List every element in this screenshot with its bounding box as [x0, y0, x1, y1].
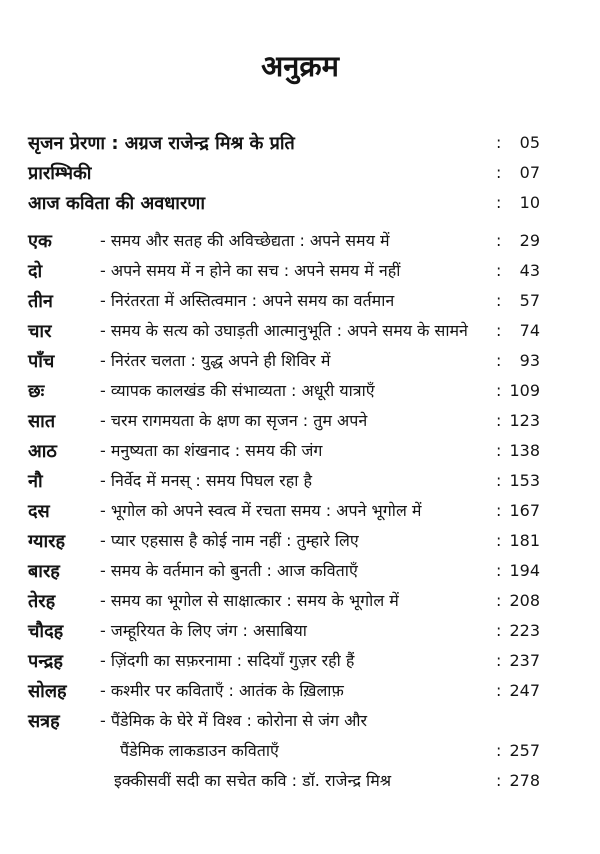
entry-meta [496, 439, 540, 462]
entry-separator: : [496, 230, 502, 250]
entry-title: - समय के वर्तमान को बुनती : आज कविताएँ [100, 560, 358, 580]
entry-separator: : [496, 320, 502, 340]
entry-title: - समय का भूगोल से साक्षात्कार : समय के भूगोल में [100, 590, 399, 610]
chapter-number: छः [28, 380, 45, 402]
chapter-number: दस [28, 500, 50, 522]
toc-entry-chapter [28, 679, 540, 709]
chapter-number: पन्द्रह [28, 650, 63, 672]
entry-page: 10 [519, 192, 540, 212]
entry-separator: : [496, 650, 502, 670]
entry-page: 29 [519, 230, 540, 250]
entry-meta [496, 529, 540, 552]
toc-entry-continuation [28, 739, 540, 769]
entry-separator: : [496, 680, 502, 700]
entry-title: - भूगोल को अपने स्वत्व में रचता समय : अपने भूगोल में [100, 500, 422, 520]
entry-meta [496, 131, 540, 154]
entry-title: - ज़िंदगी का सफ़रनामा : सदियाँ गुज़र रही हैं [100, 650, 355, 670]
entry-meta [496, 469, 540, 492]
toc-entry-front [28, 191, 540, 221]
entry-title: इक्कीसवीं सदी का सचेत कवि : डॉ. राजेन्द्र मिश्र [114, 770, 392, 790]
entry-page: 237 [509, 650, 540, 670]
toc-entry-chapter [28, 319, 540, 349]
toc-entry-chapter [28, 529, 540, 559]
entry-separator: : [496, 192, 502, 212]
entry-page: 208 [509, 590, 540, 610]
entry-meta [496, 499, 540, 522]
entry-page: 257 [509, 740, 540, 760]
chapter-number: बारह [28, 560, 60, 582]
entry-meta [496, 409, 540, 432]
entry-meta [496, 649, 540, 672]
chapter-number: तेरह [28, 590, 56, 612]
entry-separator: : [496, 440, 502, 460]
entry-separator: : [496, 132, 502, 152]
entry-page: 247 [509, 680, 540, 700]
toc-entry-chapter [28, 379, 540, 409]
entry-meta [496, 769, 540, 792]
toc-entry-chapter [28, 409, 540, 439]
chapter-number: चार [28, 320, 52, 342]
entry-meta [496, 259, 540, 282]
entry-page: 43 [519, 260, 540, 280]
entry-meta [496, 379, 540, 402]
entry-title: प्रारम्भिकी [28, 162, 92, 184]
chapter-number: नौ [28, 470, 43, 492]
entry-page: 123 [509, 410, 540, 430]
entry-separator: : [496, 500, 502, 520]
entry-title: - मनुष्यता का शंखनाद : समय की जंग [100, 440, 323, 460]
entry-separator: : [496, 350, 502, 370]
entry-meta [496, 161, 540, 184]
chapter-number: ग्यारह [28, 530, 66, 552]
toc-entry-chapter [28, 649, 540, 679]
toc-entry-chapter [28, 289, 540, 319]
chapter-number: एक [28, 230, 52, 252]
entry-page: 223 [509, 620, 540, 640]
entry-title: - निरंतर चलता : युद्ध अपने ही शिविर में [100, 350, 331, 370]
entry-page: 153 [509, 470, 540, 490]
closing-entries [28, 739, 540, 799]
entry-separator: : [496, 590, 502, 610]
entry-separator: : [496, 530, 502, 550]
entry-title: - समय और सतह की अविच्छेद्यता : अपने समय में [100, 230, 390, 250]
entry-separator: : [496, 162, 502, 182]
entry-title: - व्यापक कालखंड की संभाव्यता : अधूरी यात्राएँ [100, 380, 375, 400]
entry-separator: : [496, 260, 502, 280]
chapter-number: पाँच [28, 350, 55, 372]
chapter-number: चौदह [28, 620, 64, 642]
toc-entry-chapter [28, 469, 540, 499]
chapter-number: आठ [28, 440, 57, 462]
entry-separator: : [496, 380, 502, 400]
toc-entry-chapter [28, 709, 540, 739]
toc-entry-chapter [28, 349, 540, 379]
entry-title: - निर्वेद में मनस् : समय पिघल रहा है [100, 470, 312, 490]
entry-title: - जम्हूरियत के लिए जंग : असाबिया [100, 620, 307, 640]
entry-page: 74 [519, 320, 540, 340]
entry-page: 181 [509, 530, 540, 550]
entry-meta [496, 559, 540, 582]
toc-entry-chapter [28, 589, 540, 619]
entry-page: 57 [519, 290, 540, 310]
toc-entry-end-matter [28, 769, 540, 799]
entry-separator: : [496, 470, 502, 490]
entry-page: 109 [509, 380, 540, 400]
toc-entry-front [28, 131, 540, 161]
entry-title: - प्यार एहसास है कोई नाम नहीं : तुम्हारे लिए [100, 530, 359, 550]
toc-entry-chapter [28, 229, 540, 259]
toc-entry-chapter [28, 499, 540, 529]
entry-meta [496, 289, 540, 312]
entry-meta [496, 739, 540, 762]
entry-separator: : [496, 770, 502, 790]
entry-title: - अपने समय में न होने का सच : अपने समय में नहीं [100, 260, 401, 280]
toc-entry-chapter [28, 619, 540, 649]
entry-page: 05 [519, 132, 540, 152]
chapter-number: सत्रह [28, 710, 60, 732]
entry-separator: : [496, 290, 502, 310]
toc-entry-chapter [28, 259, 540, 289]
entry-meta [496, 619, 540, 642]
entry-title: - पैंडेमिक के घेरे में विश्व : कोरोना से जंग और [100, 710, 368, 730]
toc-entry-chapter [28, 559, 540, 589]
entry-separator: : [496, 410, 502, 430]
entry-title: सृजन प्रेरणा : अग्रज राजेन्द्र मिश्र के प्रति [28, 132, 295, 154]
entry-title: - कश्मीर पर कविताएँ : आतंक के ख़िलाफ़ [100, 680, 344, 700]
toc-entry-front [28, 161, 540, 191]
entry-separator: : [496, 620, 502, 640]
entry-meta [496, 349, 540, 372]
chapter-list [28, 229, 540, 739]
entry-title: - निरंतरता में अस्तित्वमान : अपने समय का वर्तमान [100, 290, 395, 310]
entry-meta [496, 679, 540, 702]
entry-title: आज कविता की अवधारणा [28, 192, 205, 214]
entry-page: 93 [519, 350, 540, 370]
toc-entry-chapter [28, 439, 540, 469]
entry-title: - समय के सत्य को उघाड़ती आत्मानुभूति : अपने समय के सामने [100, 320, 468, 340]
front-matter-list [28, 131, 540, 221]
entry-separator: : [496, 560, 502, 580]
entry-page: 194 [509, 560, 540, 580]
entry-meta [496, 191, 540, 214]
chapter-number: सात [28, 410, 56, 432]
entry-title: पैंडेमिक लाकडाउन कविताएँ [120, 740, 279, 760]
page-title: अनुक्रम [261, 49, 339, 83]
entry-page: 07 [519, 162, 540, 182]
entry-page: 138 [509, 440, 540, 460]
chapter-number: सोलह [28, 680, 67, 702]
entry-meta [496, 589, 540, 612]
entry-title: - चरम रागमयता के क्षण का सृजन : तुम अपने [100, 410, 368, 430]
entry-separator: : [496, 740, 502, 760]
chapter-number: तीन [28, 290, 53, 312]
entry-page: 167 [509, 500, 540, 520]
entry-meta [496, 229, 540, 252]
chapter-number: दो [28, 260, 43, 282]
entry-page: 278 [509, 770, 540, 790]
entry-meta [496, 319, 540, 342]
